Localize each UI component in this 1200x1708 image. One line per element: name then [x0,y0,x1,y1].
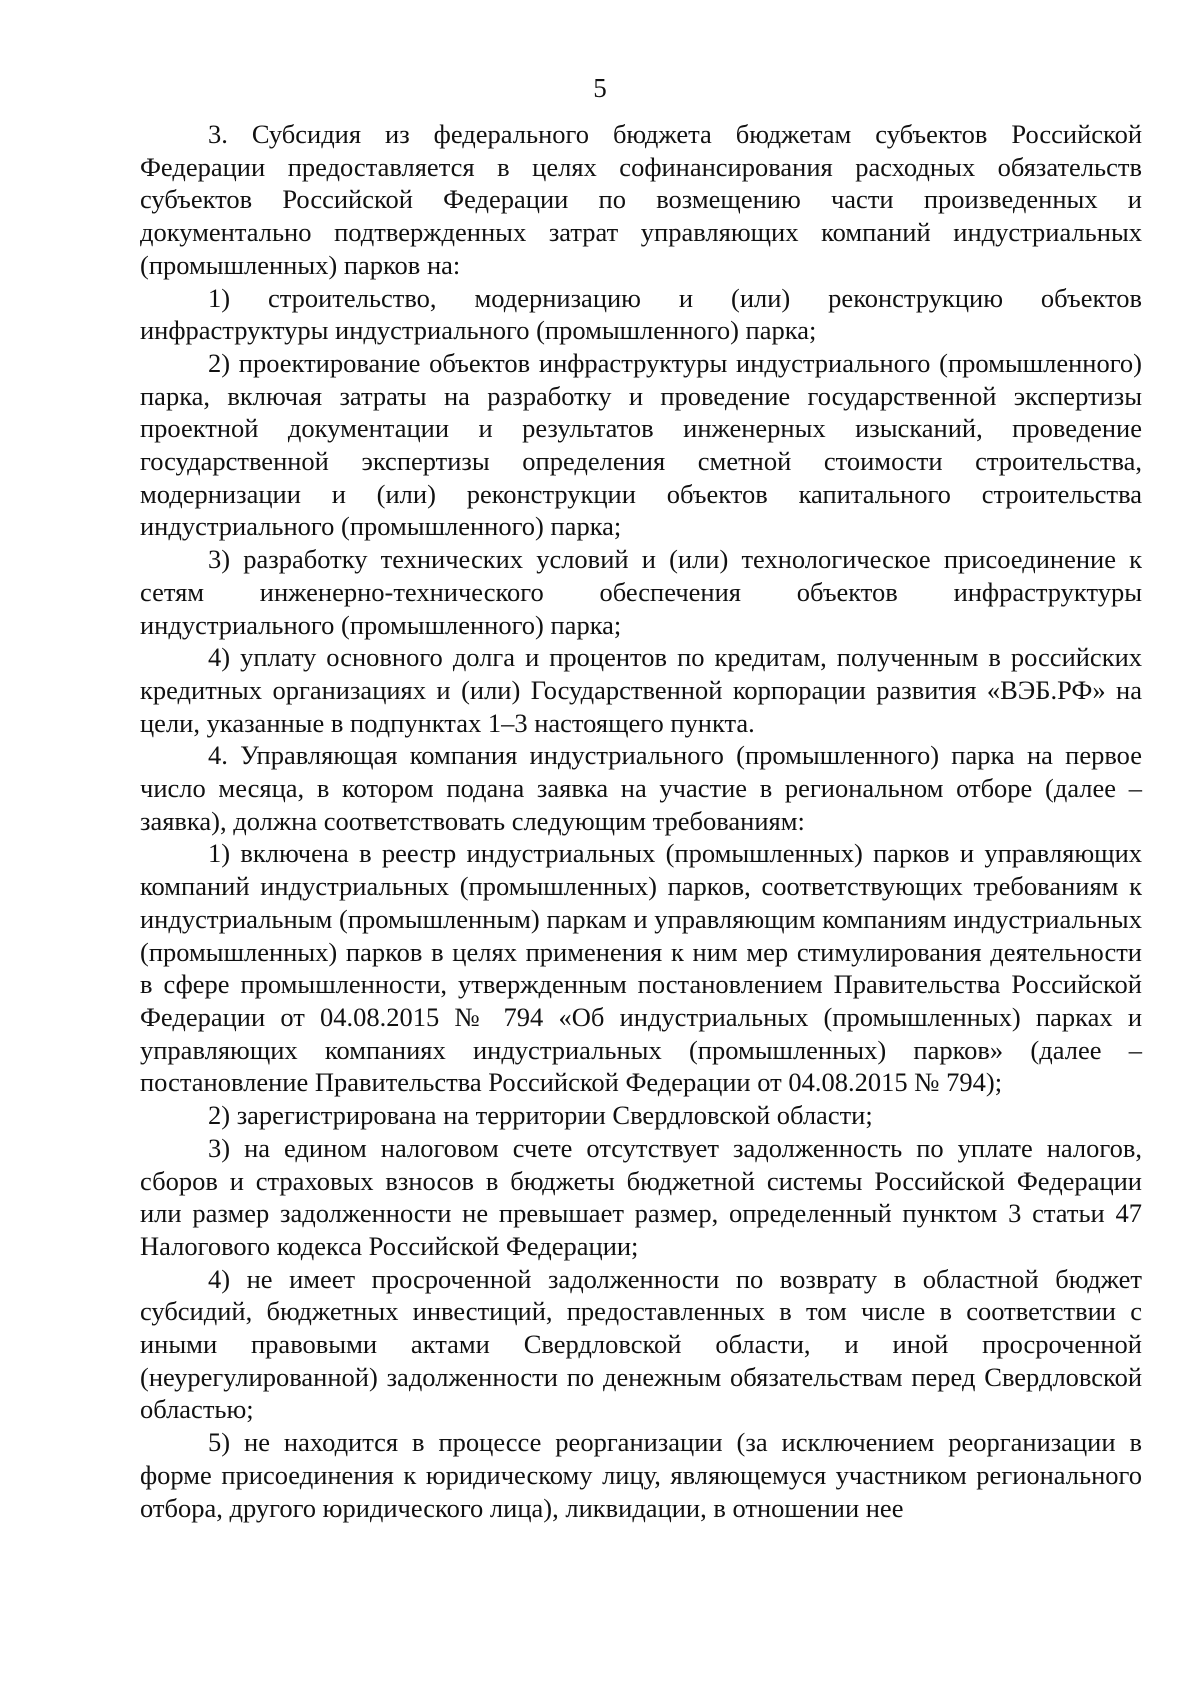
paragraph-4-item-1: 1) включена в реестр индустриальных (промышленных) парков и управляющих компаний индустриальных (промышленных) парков, соответствующих требованиям к индустриальным (промышленным) паркам и управляющим компаниям индустриальных (промышленных) парков в целях применения к ним мер стимулирования деятельности в сфере промышленности, утвержденным постановлением Правительства Российской Федерации от 04.08.2015 № 794 «Об индустриальных (промышленных) парках и управляющих компаниях индустриальных (промышленных) парков» (далее – постановление Правительства Российской Федерации от 04.08.2015 № 794); [140,838,1142,1098]
paragraph-3-item-1: 1) строительство, модернизацию и (или) реконструкцию объектов инфраструктуры индустриального (промышленного) парка; [140,282,1142,346]
paragraph-4-item-3: 3) на едином налоговом счете отсутствует задолженность по уплате налогов, сборов и страховых взносов в бюджеты бюджетной системы Российской Федерации или размер задолженности не превышает размер, определенный пунктом 3 статьи 47 Налогового кодекса Российской Федерации; [140,1132,1142,1261]
paragraph-3-item-3: 3) разработку технических условий и (или) технологическое присоединение к сетям инженерно-технического обеспечения объектов инфраструктуры индустриального (промышленного) парка; [140,544,1142,640]
paragraph-4-item-2: 2) зарегистрирована на территории Свердловской области; [208,1100,873,1131]
page-number: 5 [593,73,607,103]
paragraph-4-item-5: 5) не находится в процессе реорганизации (за исключением реорганизации в форме присоединения к юридическому лицу, являющемуся участником регионального отбора, другого юридического лица), ликвидации, в отношении нее [140,1427,1142,1523]
document-body [140,118,1142,1524]
paragraph-4-item-4: 4) не имеет просроченной задолженности по возврату в областной бюджет субсидий, бюджетных инвестиций, предоставленных в том числе в соответствии с иными правовыми актами Свердловской области, и иной просроченной (неурегулированной) задолженности по денежным обязательствам перед Свердловской областью; [140,1263,1142,1425]
paragraph-3-subsidy: 3. Субсидия из федерального бюджета бюджетам субъектов Российской Федерации предоставляется в целях софинансирования расходных обязательств субъектов Российской Федерации по возмещению части произведенных и документально подтвержденных затрат управляющих компаний индустриальных (промышленных) парков на: [140,119,1142,280]
paragraph-3-item-2: 2) проектирование объектов инфраструктуры индустриального (промышленного) парка, включая затраты на разработку и проведение государственной экспертизы проектной документации и результатов инженерных изысканий, проведение государственной экспертизы определения сметной стоимости строительства, модернизации и (или) реконструкции объектов капитального строительства индустриального (промышленного) парка; [140,347,1142,542]
paragraph-3-item-4: 4) уплату основного долга и процентов по кредитам, полученным в российских кредитных организациях и (или) Государственной корпорации развития «ВЭБ.РФ» на цели, указанные в подпунктах 1–3 настоящего пункта. [140,642,1142,738]
paragraph-4-requirements: 4. Управляющая компания индустриального (промышленного) парка на первое число месяца, в котором подана заявка на участие в региональном отборе (далее – заявка), должна соответствовать следующим требованиям: [140,740,1142,836]
